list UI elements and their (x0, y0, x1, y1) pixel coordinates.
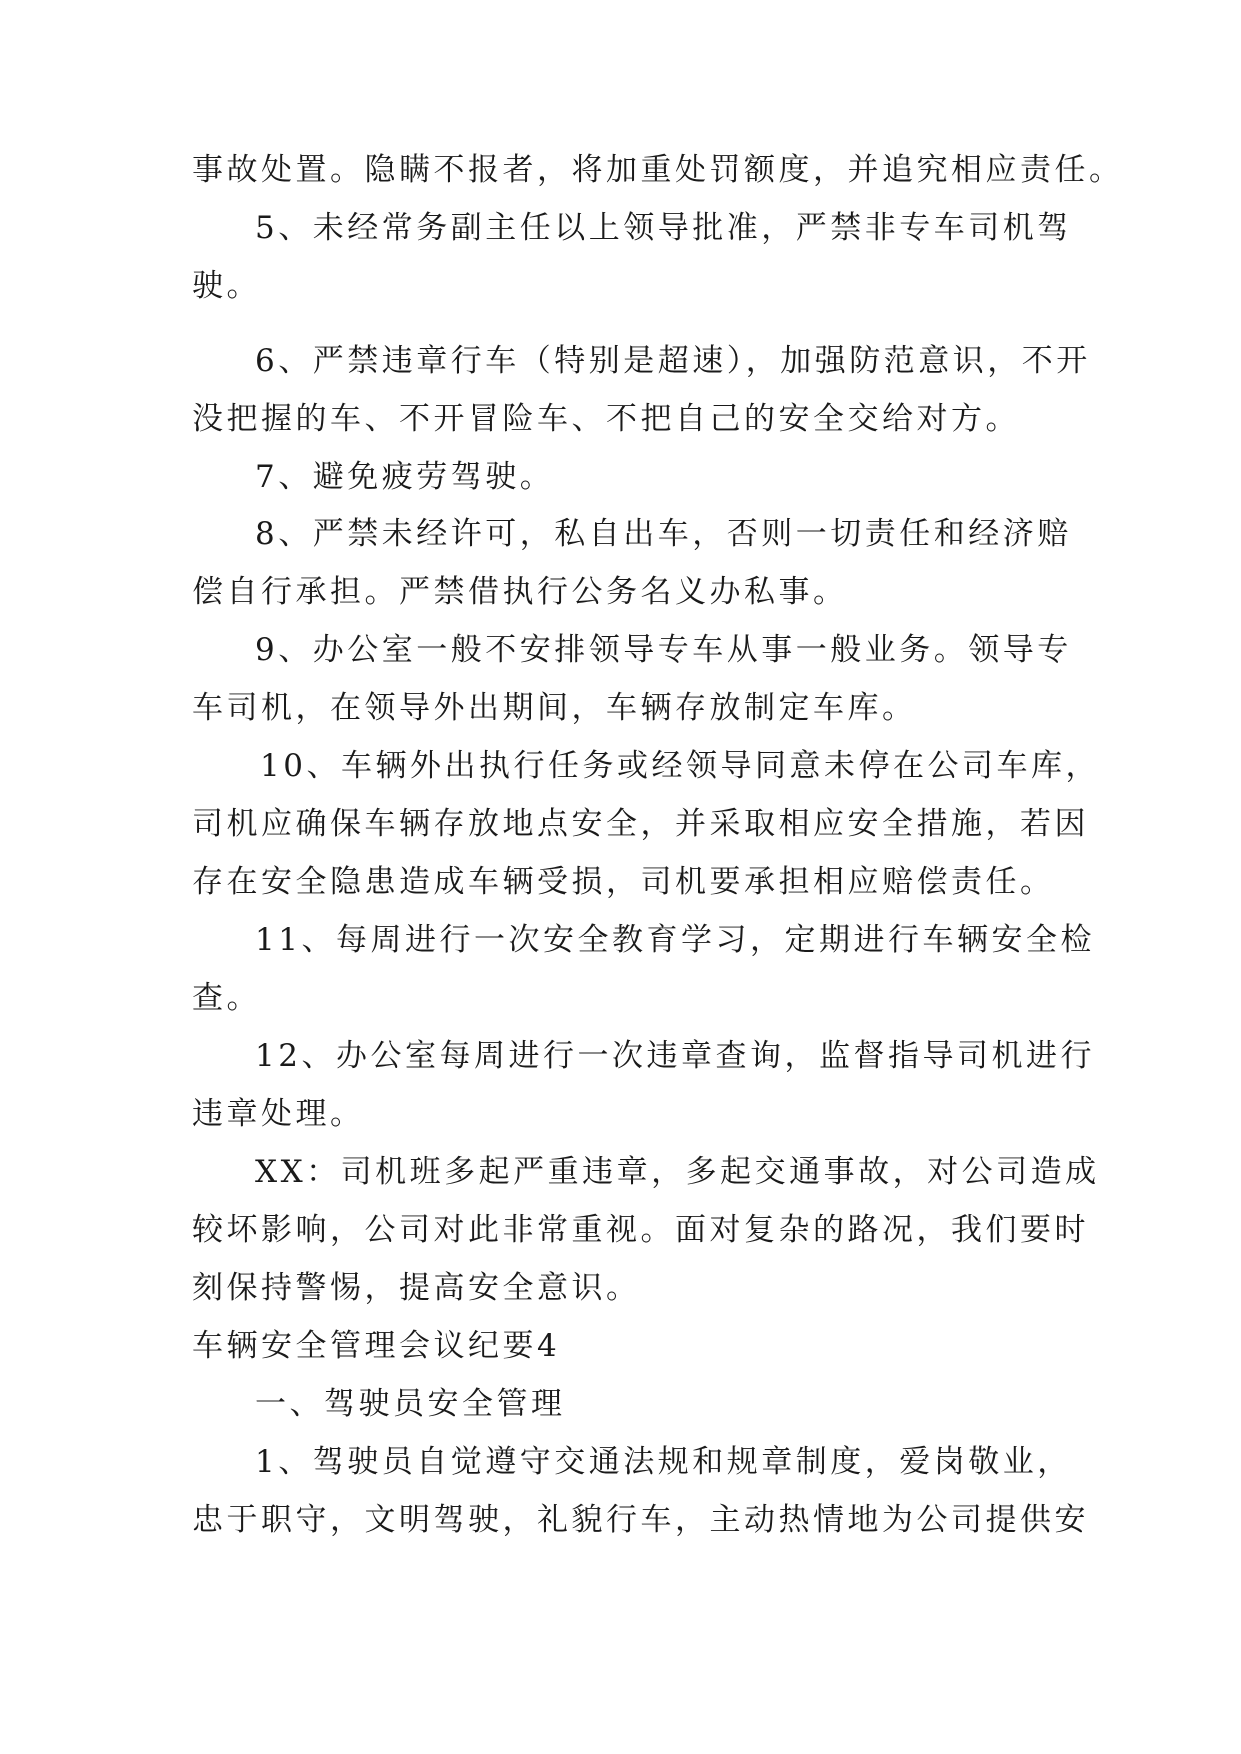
text-line: 没把握的车、不开冒险车、不把自己的安全交给对方。 (192, 401, 1020, 437)
text-line: 9、办公室一般不安排领导专车从事一般业务。领导专 (255, 632, 1072, 668)
text-line: XX：司机班多起严重违章，多起交通事故，对公司造成 (255, 1154, 1100, 1190)
text-line: 司机应确保车辆存放地点安全，并采取相应安全措施，若因 (192, 806, 1089, 842)
text-line: 偿自行承担。严禁借执行公务名义办私事。 (192, 574, 848, 610)
text-line: 刻保持警惕，提高安全意识。 (192, 1270, 641, 1306)
text-line: 7、避免疲劳驾驶。 (255, 459, 555, 495)
text-line: 5、未经常务副主任以上领导批准，严禁非专车司机驾 (255, 210, 1072, 246)
text-line: 查。 (192, 980, 261, 1016)
text-line: 较坏影响，公司对此非常重视。面对复杂的路况，我们要时 (192, 1212, 1089, 1248)
text-line: 11、每周进行一次安全教育学习，定期进行车辆安全检 (255, 922, 1095, 958)
text-line: 驶。 (192, 268, 261, 304)
text-line: 1、驾驶员自觉遵守交通法规和规章制度，爱岗敬业， (255, 1444, 1072, 1480)
text-line: 违章处理。 (192, 1096, 365, 1132)
text-line: 10、车辆外出执行任务或经领导同意未停在公司车库， (260, 748, 1100, 784)
text-line: 事故处置。隐瞒不报者，将加重处罚额度，并追究相应责任。 (192, 152, 1124, 188)
text-line: 存在安全隐患造成车辆受损，司机要承担相应赔偿责任。 (192, 864, 1055, 900)
text-line: 忠于职守，文明驾驶，礼貌行车，主动热情地为公司提供安 (192, 1502, 1089, 1538)
text-line: 12、办公室每周进行一次违章查询，监督指导司机进行 (255, 1038, 1095, 1074)
subsection-heading: 一、驾驶员安全管理 (255, 1386, 566, 1422)
text-line: 车司机，在领导外出期间，车辆存放制定车库。 (192, 690, 917, 726)
text-line: 8、严禁未经许可，私自出车，否则一切责任和经济赔 (255, 516, 1072, 552)
section-heading: 车辆安全管理会议纪要4 (192, 1328, 561, 1364)
text-line: 6、严禁违章行车（特别是超速），加强防范意识，不开 (255, 343, 1091, 379)
